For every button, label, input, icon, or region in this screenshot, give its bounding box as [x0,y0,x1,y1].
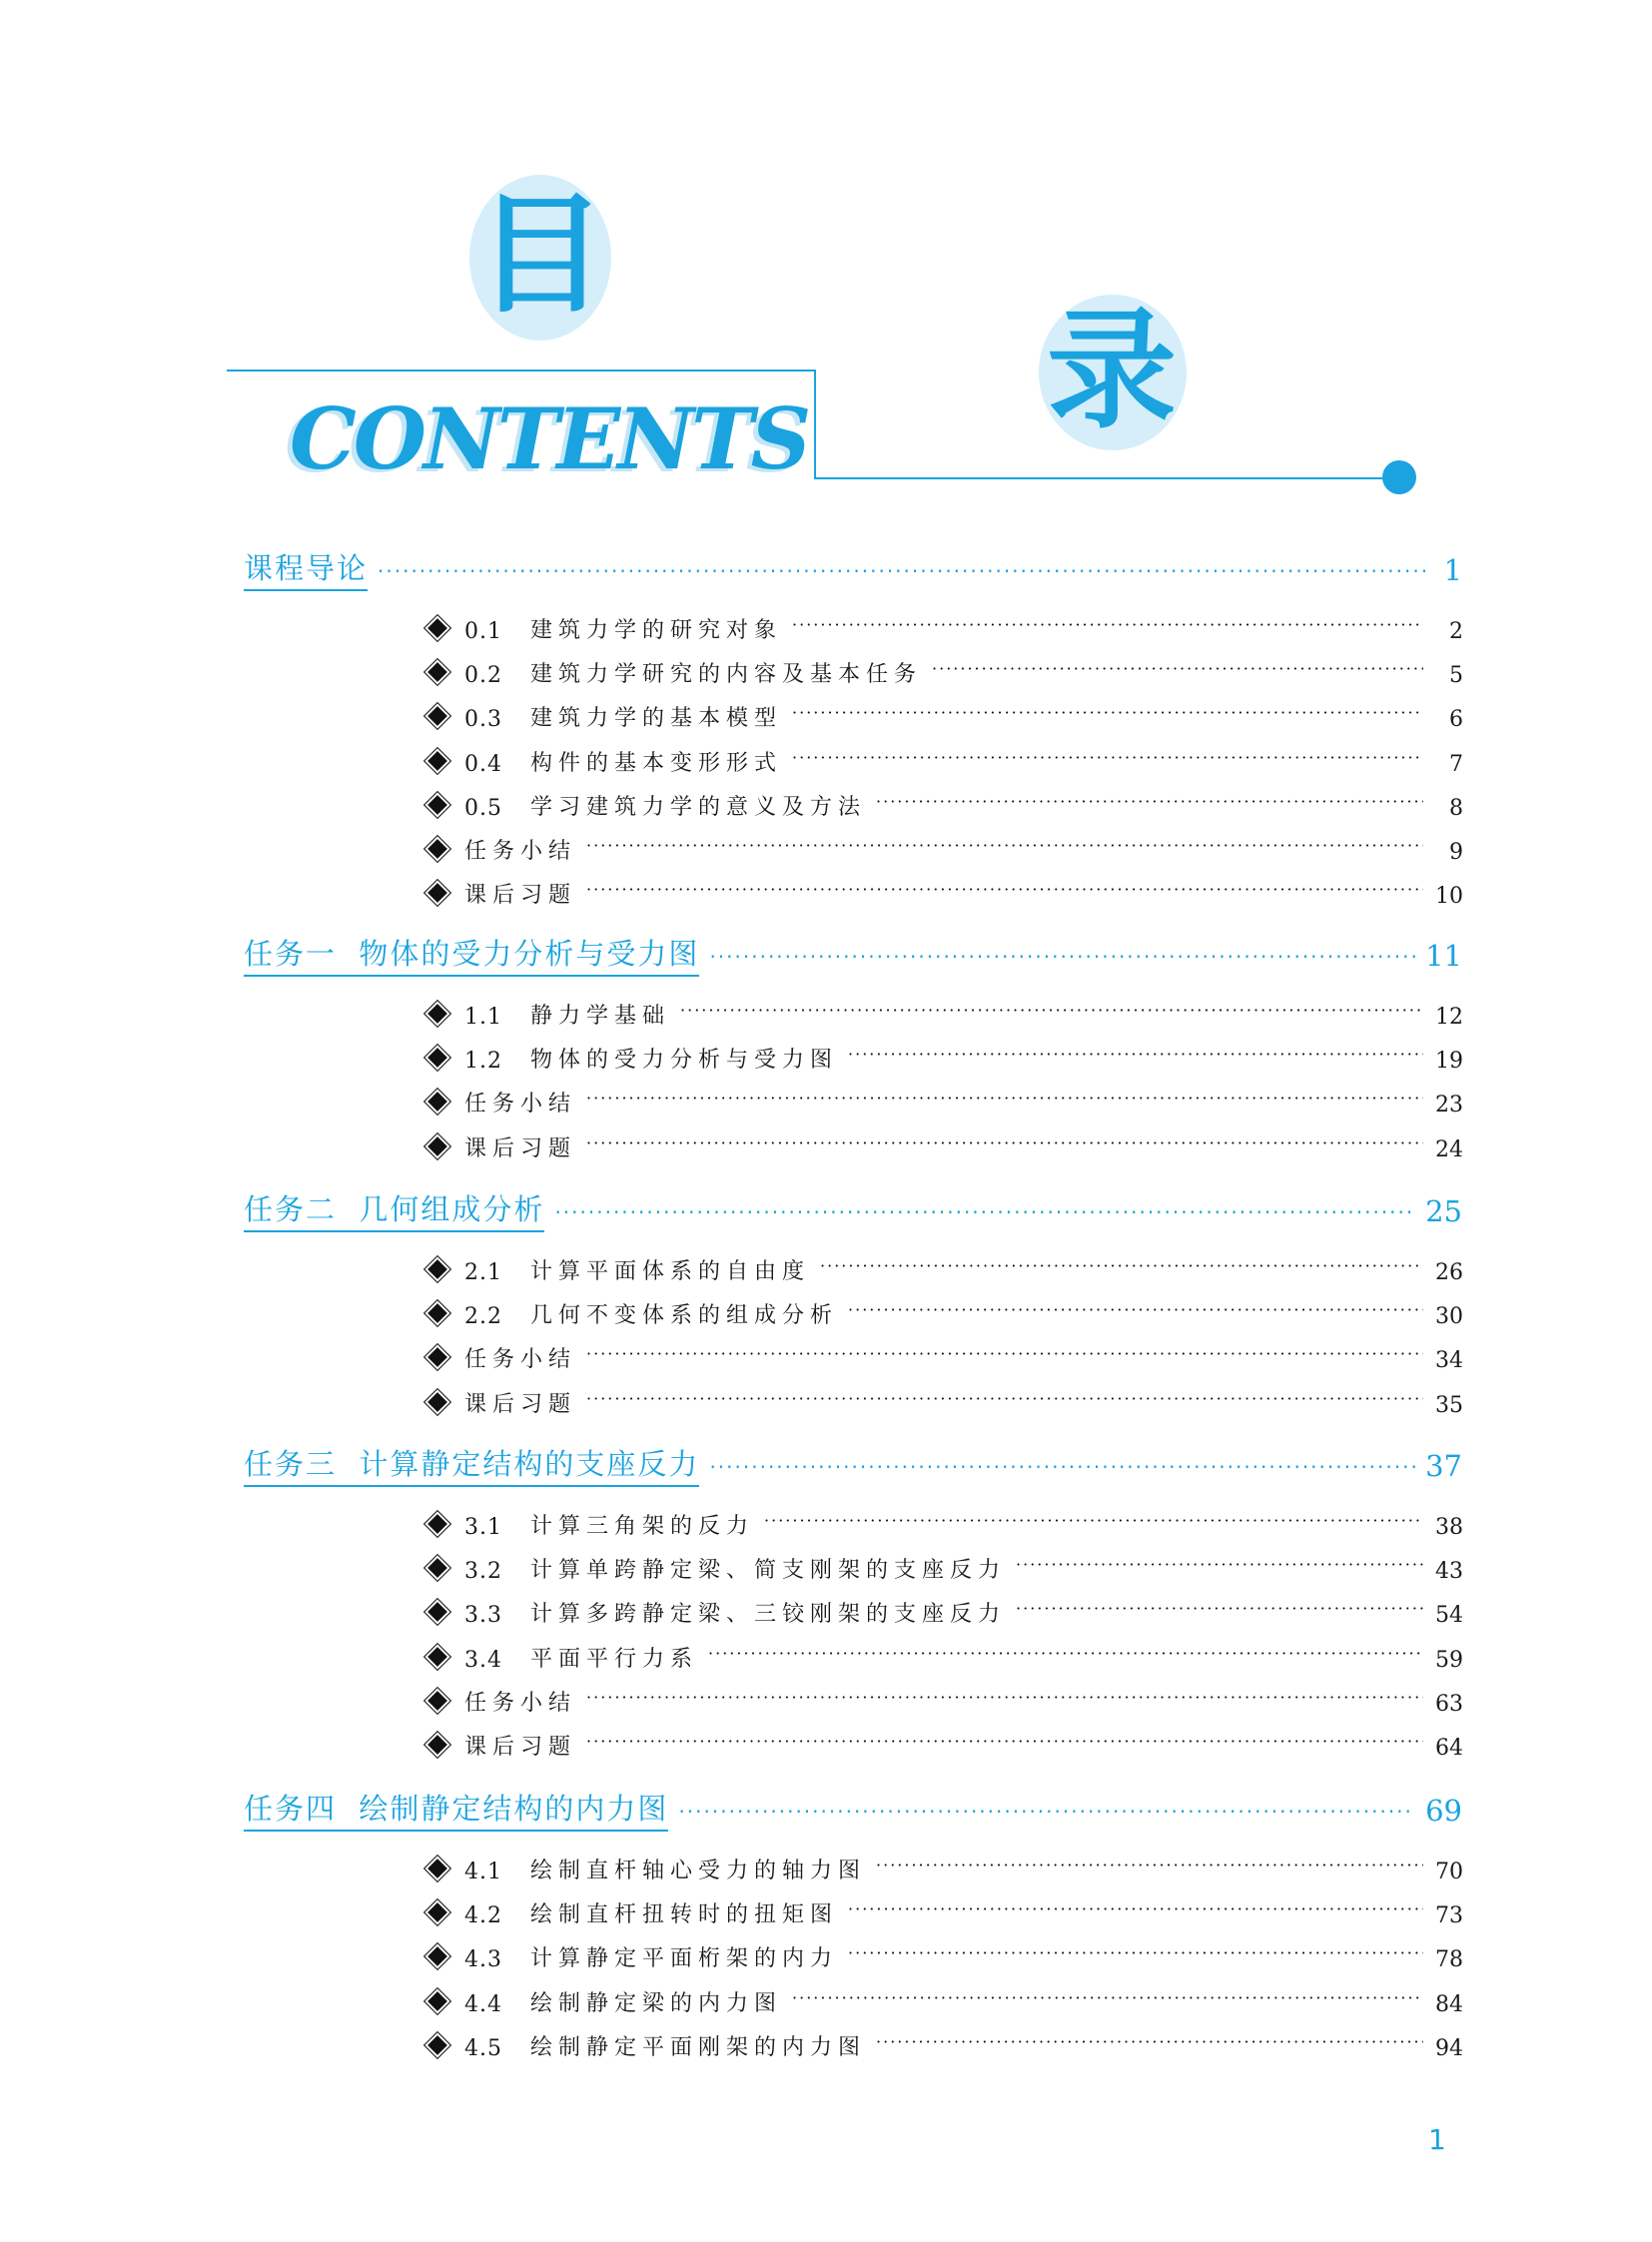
diamond-bullet-icon [424,704,449,729]
diamond-bullet-icon [424,792,449,817]
toc-section-title: 计算平面体系的自由度 [530,1259,811,1284]
toc-section-title: 计算三角架的反力 [530,1514,755,1539]
toc-section-row[interactable] [424,1508,1463,1542]
toc-chapter-title: 任务四 绘制静定结构的内力图 [244,1794,668,1832]
toc-section-title: 任务小结 [464,1347,577,1373]
toc-section-title: 学习建筑力学的意义及方法 [530,794,867,820]
toc-leader-dots [1016,1599,1423,1621]
toc-section-row[interactable] [424,1130,1463,1164]
toc-leader-dots [709,945,1415,967]
toc-section-title: 构件的基本变形形式 [530,750,783,776]
toc-section-number: 4.4 [464,1991,502,2017]
toc-section-row[interactable] [424,1086,1463,1120]
diamond-bullet-icon [424,1345,449,1370]
toc-section-row[interactable] [424,1985,1463,2019]
toc-section-page: 64 [1435,1736,1463,1761]
toc-section-number: 1.2 [464,1049,502,1075]
toc-section-number: 4.2 [464,1903,502,1929]
toc-leader-dots [586,1133,1423,1155]
toc-section-row[interactable] [424,998,1463,1032]
diamond-bullet-icon [424,1944,449,1969]
diamond-bullet-icon [424,1988,449,2013]
toc-leader-dots [586,1389,1423,1411]
toc-section-row[interactable] [424,1940,1463,1974]
toc-section-page: 23 [1435,1093,1463,1119]
toc-section-page: 19 [1435,1049,1463,1075]
diamond-bullet-icon [424,1899,449,1924]
diamond-bullet-icon [424,1090,449,1115]
toc-chapter-row[interactable] [244,547,1462,591]
toc-leader-dots [586,1688,1423,1710]
toc-section-page: 26 [1435,1260,1463,1285]
toc-section-row[interactable] [424,612,1463,646]
toc-section-number: 4.1 [464,1860,502,1884]
toc-section-title: 绘制静定梁的内力图 [530,1990,783,2016]
diamond-bullet-icon [424,748,449,773]
toc-section-number: 3.2 [464,1559,502,1585]
toc-section-number: 0.5 [464,795,502,821]
header-dot [1382,460,1416,494]
toc-section-number: 1.1 [464,1005,502,1030]
diamond-bullet-icon [424,1688,449,1713]
toc-section-row[interactable] [424,1297,1463,1331]
toc-section-page: 94 [1435,2035,1463,2061]
toc-leader-dots [554,1200,1415,1222]
toc-chapter-title: 任务一 物体的受力分析与受力图 [244,939,699,977]
toc-section-title: 绘制直杆轴心受力的轴力图 [530,1859,867,1883]
diamond-bullet-icon [424,1732,449,1757]
toc-section-row[interactable] [424,1729,1463,1763]
toc-leader-dots [792,703,1423,725]
toc-section-row[interactable] [424,1386,1463,1420]
diamond-bullet-icon [424,1644,449,1669]
toc-leader-dots [1016,1555,1423,1577]
diamond-bullet-icon [424,1300,449,1325]
toc-section-page: 7 [1449,751,1463,777]
toc-section-row[interactable] [424,1596,1463,1630]
toc-section-page: 73 [1435,1903,1463,1929]
toc-section-page: 5 [1449,663,1463,689]
toc-leader-dots [378,559,1426,581]
header-rule-top [227,370,816,372]
toc-leader-dots [792,615,1423,637]
toc-section-page: 12 [1435,1005,1463,1030]
toc-chapter-title: 课程导论 [244,553,368,591]
toc-leader-dots [792,748,1423,770]
toc-section-row[interactable] [424,1552,1463,1586]
toc-section-row[interactable] [424,1253,1463,1287]
toc-leader-dots [820,1256,1423,1278]
toc-section-page: 38 [1435,1515,1463,1540]
toc-section-page: 34 [1435,1348,1463,1374]
toc-chapter-page: 25 [1425,1194,1462,1228]
toc-chapter-row[interactable] [244,933,1462,977]
toc-leader-dots [764,1511,1423,1533]
toc-leader-dots [848,1300,1423,1322]
toc-section-row[interactable] [424,656,1463,690]
diamond-bullet-icon [424,1389,449,1414]
toc-section-title: 任务小结 [464,839,577,864]
toc-section-title: 建筑力学研究的内容及基本任务 [530,662,923,688]
diamond-bullet-icon [424,836,449,861]
title-char-mu: 目 [476,179,607,331]
toc-leader-dots [792,1988,1423,2010]
toc-section-row[interactable] [424,1042,1463,1076]
toc-section-title: 计算多跨静定梁、三铰刚架的支座反力 [530,1602,1007,1628]
diamond-bullet-icon [424,1555,449,1580]
diamond-bullet-icon [424,1133,449,1158]
contents-heading: CONTENTS [290,389,809,488]
toc-chapter-title: 任务二 几何组成分析 [244,1194,544,1232]
toc-section-number: 0.2 [464,663,502,689]
toc-section-row[interactable] [424,1341,1463,1375]
toc-section-number: 3.4 [464,1647,502,1673]
toc-section-row[interactable] [424,1896,1463,1930]
toc-section-title: 静力学基础 [530,1004,671,1029]
toc-section-page: 59 [1435,1647,1463,1673]
toc-chapter-row[interactable] [244,1788,1462,1832]
diamond-bullet-icon [424,1045,449,1070]
toc-leader-dots [680,1001,1423,1023]
toc-leader-dots [586,1732,1423,1754]
toc-section-page: 2 [1449,619,1463,644]
toc-chapter-row[interactable] [244,1188,1462,1232]
toc-section-title: 绘制直杆扭转时的扭矩图 [530,1902,839,1928]
toc-section-title: 计算单跨静定梁、简支刚架的支座反力 [530,1558,1007,1584]
toc-section-row[interactable] [424,700,1463,734]
toc-section-row[interactable] [424,1641,1463,1675]
toc-section-title: 建筑力学的研究对象 [530,618,783,643]
toc-leader-dots [876,792,1423,814]
toc-section-row[interactable] [424,877,1463,911]
toc-section-page: 70 [1435,1860,1463,1884]
toc-section-row[interactable] [424,833,1463,867]
toc-section-page: 6 [1449,707,1463,733]
toc-section-page: 24 [1435,1136,1463,1162]
toc-leader-dots [708,1644,1423,1666]
toc-section-title: 计算静定平面桁架的内力 [530,1946,839,1972]
diamond-bullet-icon [424,1256,449,1281]
toc-leader-dots [848,1045,1423,1067]
toc-section-title: 课后习题 [464,1735,577,1760]
toc-section-page: 8 [1449,795,1463,821]
diamond-bullet-icon [424,659,449,684]
toc-leader-dots [709,1455,1415,1477]
toc-section-page: 54 [1435,1603,1463,1629]
toc-section-row[interactable] [424,2029,1463,2063]
title-char-lu: 录 [1047,295,1178,446]
toc-chapter-page: 1 [1443,553,1462,587]
toc-section-page: 30 [1435,1304,1463,1330]
toc-section-number: 2.2 [464,1304,502,1330]
toc-section-row[interactable] [424,1853,1463,1886]
diamond-bullet-icon [424,1856,449,1880]
toc-leader-dots [876,2032,1423,2054]
toc-leader-dots [876,1856,1423,1877]
toc-leader-dots [586,1089,1423,1111]
toc-section-number: 4.5 [464,2035,502,2061]
toc-section-number: 2.1 [464,1260,502,1285]
toc-section-page: 63 [1435,1691,1463,1717]
toc-section-number: 0.4 [464,751,502,777]
toc-section-page: 35 [1435,1392,1463,1418]
toc-section-title: 课后习题 [464,1135,577,1161]
toc-leader-dots [586,1344,1423,1366]
toc-leader-dots [586,880,1423,902]
diamond-bullet-icon [424,1600,449,1625]
toc-section-number: 0.3 [464,707,502,733]
toc-section-row[interactable] [424,789,1463,823]
toc-section-title: 平面平行力系 [530,1646,699,1672]
toc-leader-dots [932,659,1423,681]
toc-section-title: 任务小结 [464,1092,577,1118]
toc-chapter-page: 37 [1425,1449,1462,1483]
diamond-bullet-icon [424,1001,449,1026]
toc-section-row[interactable] [424,1685,1463,1719]
diamond-bullet-icon [424,615,449,640]
toc-section-title: 任务小结 [464,1690,577,1716]
header-rule-bottom [814,477,1383,479]
toc-section-title: 课后习题 [464,1391,577,1417]
page-number: 1 [1428,2123,1446,2156]
toc-leader-dots [678,1800,1415,1822]
toc-section-number: 3.1 [464,1515,502,1540]
toc-section-page: 84 [1435,1991,1463,2017]
toc-section-page: 43 [1435,1559,1463,1585]
toc-section-row[interactable] [424,745,1463,779]
toc-chapter-title: 任务三 计算静定结构的支座反力 [244,1449,699,1487]
header-rule-vertical [814,370,816,479]
toc-chapter-page: 69 [1425,1794,1462,1828]
toc-section-number: 3.3 [464,1603,502,1629]
toc-leader-dots [848,1943,1423,1965]
toc-section-title: 绘制静定平面刚架的内力图 [530,2034,867,2060]
toc-section-title: 建筑力学的基本模型 [530,706,783,732]
toc-chapter-row[interactable] [244,1443,1462,1487]
toc-section-number: 4.3 [464,1947,502,1973]
toc-leader-dots [586,836,1423,858]
toc-section-page: 10 [1435,884,1463,910]
toc-section-title: 课后习题 [464,883,577,909]
toc-section-title: 物体的受力分析与受力图 [530,1048,839,1074]
diamond-bullet-icon [424,2032,449,2057]
toc-section-page: 78 [1435,1947,1463,1973]
diamond-bullet-icon [424,880,449,905]
toc-section-title: 几何不变体系的组成分析 [530,1303,839,1329]
toc-section-page: 9 [1449,840,1463,865]
toc-chapter-page: 11 [1425,939,1462,973]
toc-leader-dots [848,1899,1423,1921]
diamond-bullet-icon [424,1511,449,1536]
toc-section-number: 0.1 [464,619,502,644]
